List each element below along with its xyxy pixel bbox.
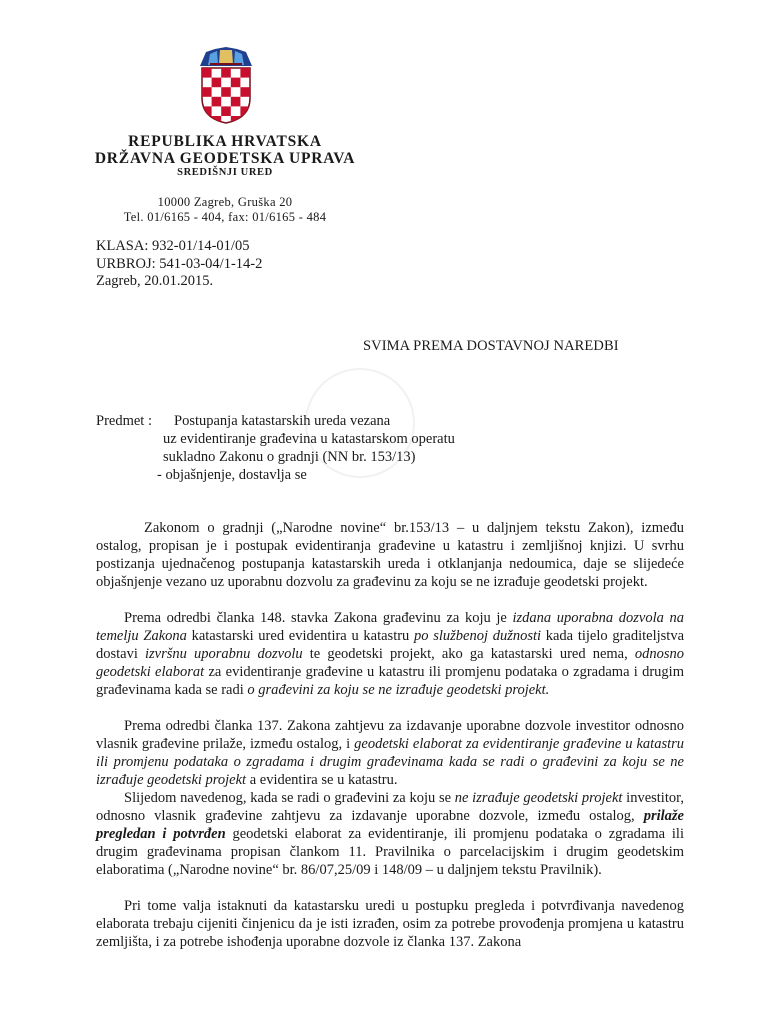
paragraph-text-run: katastarski ured evidentira u katastru [186,628,415,644]
header-contact: Tel. 01/6165 - 404, fax: 01/6165 - 484 [123,210,327,224]
paragraph-emphasis: izdana uporabna dozvola na temelju Zakona [96,610,684,644]
paragraph-emphasis: odnosno geodetski elaborat [96,646,684,680]
paragraph-2 [96,609,684,699]
paragraph-text-run: za evidentiranje građevine u katastru ili promjenu podataka o zgradama i drugim građevinama kada se radi [96,664,684,698]
paragraph-4 [96,789,684,879]
paragraph-emphasis: o građevini za koju se ne izrađuje geodetski projekt. [247,682,550,698]
paragraph-text-run: kada tijelo graditeljstva dostavi [96,628,684,662]
subject-line: uz evidentiranje građevina u katastarskom operatu [163,431,455,447]
reference-klasa: KLASA: 932-01/14-01/05 [96,238,250,254]
paragraph-strong-emphasis: prilaže pregledan i potvrđen [96,808,684,842]
paragraph-emphasis: geodetski elaborat za evidentiranje građevine u katastru ili promjenu podataka o zgradama i drugim građevinama kada se radi o građevini za koju se ne izrađuje geodetski projekt [96,736,685,788]
paragraph-text-run: Slijedom navedenog, kada se radi o građevini za koju se [124,790,455,806]
reference-urbroj: URBROJ: 541-03-04/1-14-2 [96,256,263,272]
paragraph-3 [96,717,684,789]
paragraph-emphasis: izvršnu uporabnu dozvolu [145,646,303,662]
checkerboard-shield-icon [202,68,250,124]
croatian-coat-of-arms-icon [198,46,254,124]
header-address: 10000 Zagreb, Gruška 20 [157,195,293,209]
reference-date: Zagreb, 20.01.2015. [96,273,214,289]
header-unit: SREDIŠNJI URED [177,167,273,178]
header-country: REPUBLIKA HRVATSKA [128,133,322,150]
paragraph-emphasis: ne izrađuje geodetski projekt [454,790,623,806]
paragraph-text-run: investitor, odnosno vlasnik građevine zahtjevu za izdavanje uporabne dozvole, između ostalog, [96,790,684,824]
paragraph-text-run: Prema odredbi članka 148. stavka Zakona građevinu za koju je [124,610,513,626]
paragraph-text-run: geodetski elaborat za evidentiranje, ili promjenu podataka o zgradama ili drugim građevinama propisan člankom 11. Pravilnika o parcelacijskim i drugim geodetskim elaboratima („Narodne novine“ br. 86/07,25/09 i 148/09 – u daljnjem tekstu Pravilnik). [96,826,684,878]
paragraph-5-text: Pri tome valja istaknuti da katastarsku uredi u postupku pregleda i potvrđivanja navedenog elaborata trebaju cijeniti činjenicu da je isti izrađen, osim za potrebe provođenja promjena u katastru zemljišta, i za potrebe ishođenja uporabne dozvole iz članka 137. Zakona [96,898,684,950]
subject-line: - objašnjenje, dostavlja se [157,467,307,483]
paragraph-emphasis: po službenoj dužnosti [414,628,542,644]
paragraph-1-text: Zakonom o gradnji („Narodne novine“ br.153/13 – u daljnjem tekstu Zakon), između ostalog, propisan je i postupak evidentiranja građevine u katastru i zemljišnoj knjizi. U svrhu postizanja ujednačenog postupanja katastarskih ureda i otklanjanja nedoumica, daje se slijedeće objašnjenje vezano uz uporabnu dozvolu za građevinu za koju se ne izrađuje geodetski projekt. [96,520,684,590]
header-office: DRŽAVNA GEODETSKA UPRAVA [94,150,356,167]
subject-label: Predmet : [96,413,152,429]
paragraph-1 [96,519,684,591]
paragraph-text-run: Prema odredbi članka 137. Zakona zahtjevu za izdavanje uporabne dozvole investitor odnosno vlasnik građevine prilaže, između ostalog, i [96,718,684,752]
crown-icon [200,47,252,66]
paragraph-5 [96,897,684,951]
subject-line: sukladno Zakonu o gradnji (NN br. 153/13) [163,449,416,465]
recipient-line: SVIMA PREMA DOSTAVNOJ NAREDBI [363,338,619,354]
paragraph-text-run: a evidentira se u katastru. [246,772,398,788]
paragraph-text-run: te geodetski projekt, ako ga katastarski ured nema, [302,646,635,662]
subject-line: Postupanja katastarskih ureda vezana [174,413,391,429]
